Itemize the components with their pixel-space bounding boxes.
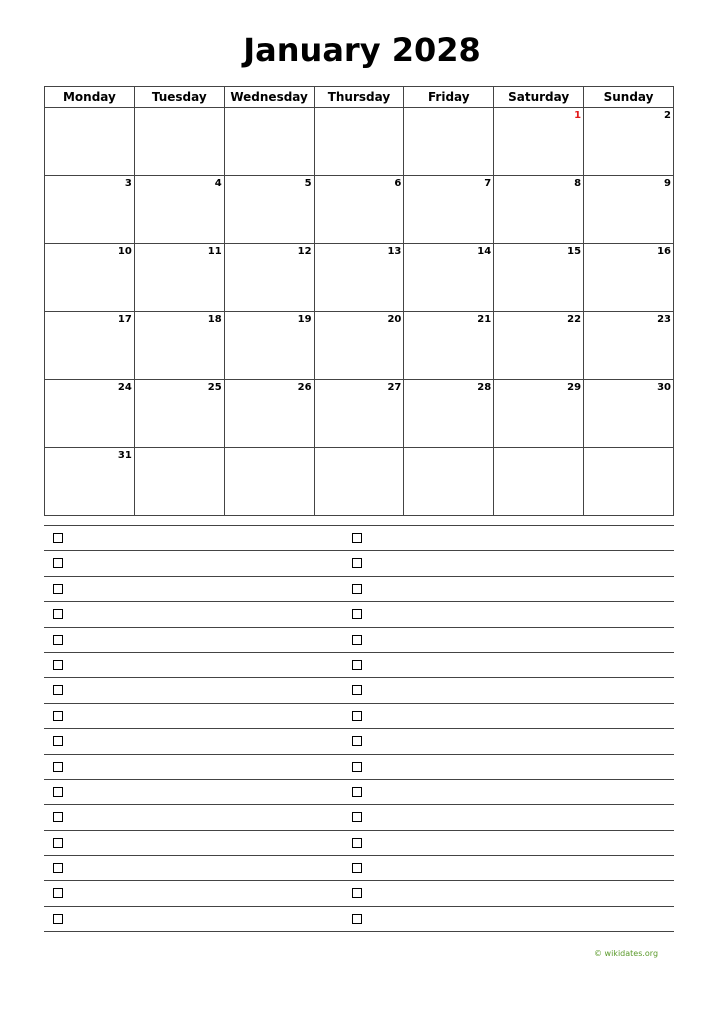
- note-line[interactable]: [44, 627, 674, 652]
- checkbox-icon[interactable]: [352, 584, 362, 594]
- weekday-saturday: Saturday: [494, 87, 584, 108]
- checkbox-icon[interactable]: [352, 558, 362, 568]
- note-line[interactable]: [44, 601, 674, 626]
- note-line[interactable]: [44, 906, 674, 932]
- day-number: 4: [214, 178, 222, 189]
- calendar-empty-cell[interactable]: [224, 108, 314, 176]
- note-line[interactable]: [44, 804, 674, 829]
- calendar-week-row: [45, 108, 674, 176]
- calendar-day-cell[interactable]: [494, 176, 584, 244]
- calendar-day-cell[interactable]: [404, 244, 494, 312]
- checkbox-icon[interactable]: [352, 812, 362, 822]
- day-number: 20: [387, 314, 402, 325]
- day-number: 27: [387, 382, 402, 393]
- calendar-empty-cell[interactable]: [404, 448, 494, 516]
- checkbox-icon[interactable]: [352, 533, 362, 543]
- day-number: 30: [657, 382, 671, 393]
- day-number: [135, 108, 224, 110]
- day-number: [45, 108, 134, 110]
- checkbox-icon[interactable]: [53, 838, 63, 848]
- day-number: 26: [297, 382, 312, 393]
- checkbox-icon[interactable]: [53, 609, 63, 619]
- day-number: 15: [567, 246, 582, 257]
- checkbox-icon[interactable]: [53, 635, 63, 645]
- calendar-empty-cell[interactable]: [494, 448, 584, 516]
- calendar-empty-cell[interactable]: [224, 448, 314, 516]
- weekday-sunday: Sunday: [584, 87, 674, 108]
- checkbox-icon[interactable]: [53, 533, 63, 543]
- checkbox-icon[interactable]: [53, 736, 63, 746]
- day-number: 13: [387, 246, 402, 257]
- calendar-day-cell[interactable]: [314, 312, 404, 380]
- note-line[interactable]: [44, 652, 674, 677]
- calendar-empty-cell[interactable]: [45, 108, 135, 176]
- checkbox-icon[interactable]: [53, 558, 63, 568]
- day-number: [225, 108, 314, 110]
- checkbox-icon[interactable]: [352, 838, 362, 848]
- note-line[interactable]: [44, 728, 674, 753]
- day-number: 24: [117, 382, 132, 393]
- calendar-day-cell[interactable]: [134, 312, 224, 380]
- day-number: 2: [664, 110, 671, 121]
- calendar-day-cell[interactable]: [134, 244, 224, 312]
- day-number: 10: [117, 246, 132, 257]
- calendar-day-cell[interactable]: [404, 380, 494, 448]
- calendar-week-row: [45, 244, 674, 312]
- calendar-day-cell[interactable]: [45, 312, 135, 380]
- calendar-week-row: [45, 448, 674, 516]
- calendar-empty-cell[interactable]: [404, 108, 494, 176]
- calendar-empty-cell[interactable]: [584, 448, 674, 516]
- day-number: [315, 448, 404, 450]
- checkbox-icon[interactable]: [352, 609, 362, 619]
- calendar-day-cell[interactable]: [45, 380, 135, 448]
- checkbox-icon[interactable]: [53, 711, 63, 721]
- day-number: 18: [207, 314, 222, 325]
- calendar-week-row: [45, 176, 674, 244]
- day-number: 16: [657, 246, 671, 257]
- checkbox-icon[interactable]: [53, 914, 63, 924]
- calendar-day-cell[interactable]: [224, 244, 314, 312]
- weekday-thursday: Thursday: [314, 87, 404, 108]
- checkbox-icon[interactable]: [53, 863, 63, 873]
- checkbox-icon[interactable]: [352, 736, 362, 746]
- note-line[interactable]: [44, 855, 674, 880]
- weekday-tuesday: Tuesday: [134, 87, 224, 108]
- calendar-day-cell[interactable]: [584, 176, 674, 244]
- day-number: [135, 448, 224, 450]
- day-number: [225, 448, 314, 450]
- checkbox-icon[interactable]: [53, 685, 63, 695]
- checkbox-icon[interactable]: [352, 762, 362, 772]
- note-line[interactable]: [44, 550, 674, 575]
- note-line[interactable]: [44, 779, 674, 804]
- checkbox-icon[interactable]: [352, 914, 362, 924]
- calendar-week-row: [45, 312, 674, 380]
- day-number: 5: [304, 178, 312, 189]
- day-number: [404, 448, 493, 450]
- calendar-day-cell[interactable]: [404, 312, 494, 380]
- calendar-day-cell[interactable]: [45, 176, 135, 244]
- notes-checklist: [44, 525, 674, 932]
- calendar-day-cell[interactable]: [584, 244, 674, 312]
- checkbox-icon[interactable]: [352, 787, 362, 797]
- calendar-day-cell[interactable]: [494, 108, 584, 176]
- weekday-monday: Monday: [45, 87, 135, 108]
- weekday-header-row: [45, 87, 674, 108]
- day-number: 6: [394, 178, 402, 189]
- calendar-day-cell[interactable]: [224, 176, 314, 244]
- day-number: 31: [117, 450, 132, 461]
- day-number: 14: [477, 246, 492, 257]
- calendar-day-cell[interactable]: [134, 176, 224, 244]
- weekday-friday: Friday: [404, 87, 494, 108]
- calendar-day-cell[interactable]: [314, 380, 404, 448]
- day-number: 21: [477, 314, 492, 325]
- calendar-day-cell[interactable]: [224, 380, 314, 448]
- calendar-day-cell[interactable]: [494, 380, 584, 448]
- checkbox-icon[interactable]: [53, 660, 63, 670]
- checkbox-icon[interactable]: [352, 888, 362, 898]
- checkbox-icon[interactable]: [352, 660, 362, 670]
- note-line[interactable]: [44, 703, 674, 728]
- calendar-day-cell[interactable]: [314, 176, 404, 244]
- checkbox-icon[interactable]: [53, 787, 63, 797]
- day-number: 22: [567, 314, 582, 325]
- note-line[interactable]: [44, 576, 674, 601]
- calendar-day-cell[interactable]: [134, 380, 224, 448]
- checkbox-icon[interactable]: [352, 685, 362, 695]
- calendar-day-cell[interactable]: [584, 312, 674, 380]
- note-line[interactable]: [44, 677, 674, 702]
- day-number: 29: [567, 382, 582, 393]
- calendar-day-cell[interactable]: [494, 312, 584, 380]
- holiday-day-number: 1: [574, 110, 582, 121]
- calendar-grid: [44, 86, 674, 516]
- calendar-day-cell[interactable]: [45, 244, 135, 312]
- calendar-day-cell[interactable]: [584, 380, 674, 448]
- day-number: 17: [117, 314, 132, 325]
- note-line[interactable]: [44, 754, 674, 779]
- day-number: 7: [484, 178, 492, 189]
- day-number: [584, 448, 673, 450]
- day-number: 12: [297, 246, 312, 257]
- calendar-day-cell[interactable]: [404, 176, 494, 244]
- day-number: 3: [124, 178, 132, 189]
- checkbox-icon[interactable]: [352, 863, 362, 873]
- checkbox-icon[interactable]: [53, 888, 63, 898]
- calendar-week-row: [45, 380, 674, 448]
- day-number: 28: [477, 382, 492, 393]
- calendar-day-cell[interactable]: [584, 108, 674, 176]
- checkbox-icon[interactable]: [352, 635, 362, 645]
- day-number: 11: [207, 246, 222, 257]
- calendar-empty-cell[interactable]: [134, 448, 224, 516]
- calendar-day-cell[interactable]: [224, 312, 314, 380]
- day-number: 8: [574, 178, 582, 189]
- calendar-empty-cell[interactable]: [314, 108, 404, 176]
- day-number: 25: [207, 382, 222, 393]
- day-number: 19: [297, 314, 312, 325]
- day-number: [404, 108, 493, 110]
- checkbox-icon[interactable]: [53, 762, 63, 772]
- checkbox-icon[interactable]: [53, 812, 63, 822]
- checkbox-icon[interactable]: [352, 711, 362, 721]
- note-line[interactable]: [44, 525, 674, 550]
- calendar-day-cell[interactable]: [494, 244, 584, 312]
- day-number: 23: [657, 314, 671, 325]
- note-line[interactable]: [44, 880, 674, 905]
- day-number: [315, 108, 404, 110]
- calendar-day-cell[interactable]: [314, 244, 404, 312]
- calendar-title: January 2028: [243, 31, 481, 69]
- note-line[interactable]: [44, 830, 674, 855]
- calendar-empty-cell[interactable]: [314, 448, 404, 516]
- day-number: [494, 448, 583, 450]
- day-number: 9: [664, 178, 671, 189]
- site-credit: © wikidates.org: [594, 949, 659, 958]
- checkbox-icon[interactable]: [53, 584, 63, 594]
- calendar-day-cell[interactable]: [45, 448, 135, 516]
- calendar-empty-cell[interactable]: [134, 108, 224, 176]
- weekday-wednesday: Wednesday: [224, 87, 314, 108]
